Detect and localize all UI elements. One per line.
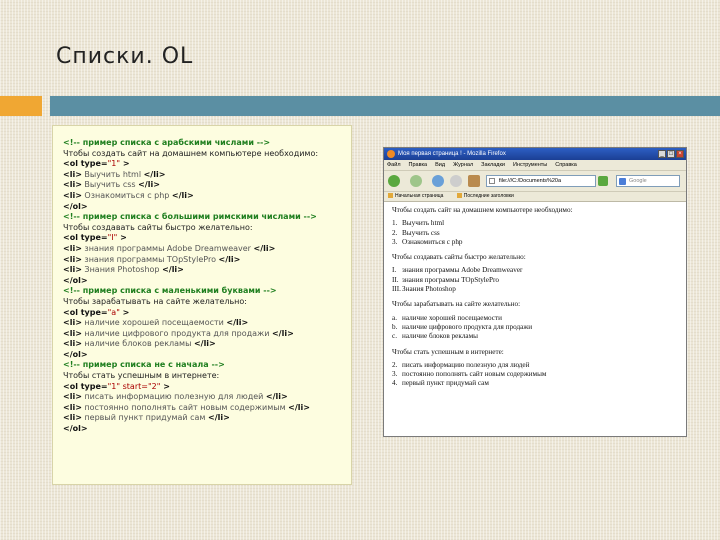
code-li-open: <li> [63,339,82,349]
bookmark-start-page[interactable]: Начальная страница [388,193,443,199]
code-line [63,392,351,403]
menu-item[interactable]: Правка [408,162,428,168]
code-li-text: Знания Photoshop [81,265,163,275]
code-li-close: </li> [271,328,294,338]
code-line [63,308,351,319]
firefox-icon [387,150,395,158]
code-line [63,255,351,266]
code-li-open: <li> [63,318,82,328]
code-li-open: <li> [63,254,82,264]
list-item-text: наличие цифрового продукта для продажи [402,322,533,331]
list-marker: a. [392,313,397,322]
code-line [63,276,351,287]
code-li-text: знания программы TOpStylePro [81,254,219,264]
code-line [63,318,351,329]
code-tag: <ol type= [63,381,108,391]
list-item-text: постоянно пополнять сайт новым содержимым [402,370,547,379]
code-line: <!-- пример списка не с начала --> [63,360,225,370]
forward-button[interactable] [410,175,422,187]
code-line [63,350,351,361]
list-item-text: писать информацию полезную для людей [402,360,530,369]
code-li-open: <li> [63,190,82,200]
ordered-list [392,361,686,389]
code-line [63,413,351,424]
code-line [63,424,351,435]
code-line [63,329,351,340]
code-line: Чтобы создавать сайты быстро желательно: [63,222,253,232]
code-li-open: <li> [63,402,82,412]
menu-item[interactable]: Закладки [481,162,505,168]
code-li-text: знания программы Adobe Dreamweaver [81,243,254,253]
list-marker: III. [392,285,401,294]
list-marker: 1. [392,219,398,228]
rss-icon [457,193,462,198]
list-marker: 4. [392,379,398,388]
list-item-text: Знания Photoshop [402,285,456,294]
list-marker: 2. [392,228,398,237]
code-li-close: </li> [193,339,216,349]
address-bar[interactable] [486,175,596,187]
code-li-open: <li> [63,180,82,190]
list-marker: b. [392,322,398,331]
code-line: Чтобы зарабатывать на сайте желательно: [63,296,247,306]
list-item-text: наличие хорошей посещаемости [402,313,502,322]
page-paragraph: Чтобы создать сайт на домашнем компьютере необходимо: [392,206,573,214]
list-marker: 3. [392,237,398,246]
list-item [392,266,686,275]
browser-title-bar [384,148,686,160]
menu-item[interactable]: Вид [435,162,446,168]
reload-button[interactable] [432,175,444,187]
code-attr-value: "1" [107,159,121,169]
bookmarks-bar [384,192,686,202]
list-item [392,276,686,285]
browser-title: Моя первая страница ! - Mozilla Firefox [398,151,506,157]
search-input[interactable] [616,175,680,187]
code-li-text: Ознакомиться с php [81,190,172,200]
close-icon[interactable]: × [676,150,684,158]
code-li-text: первый пункт придумай сам [81,413,208,423]
list-item [392,370,686,379]
bookmark-icon [388,193,393,198]
code-line [63,382,351,393]
minimize-icon[interactable]: _ [658,150,666,158]
list-marker: I. [392,266,397,275]
ordered-list [392,266,686,294]
code-li-text: наличие цифрового продукта для продажи [81,328,272,338]
back-button[interactable] [388,175,400,187]
code-tag: <ol type= [63,159,108,169]
list-item-text: Выучить html [402,219,445,228]
stop-button[interactable] [450,175,462,187]
list-marker: c. [392,332,397,341]
code-li-open: <li> [63,328,82,338]
code-line [63,403,351,414]
home-button[interactable] [468,175,480,187]
list-item-text: знания программы TOpStylePro [402,275,499,284]
code-attr-value: "1" start="2" [107,381,161,391]
code-tag: </ol> [63,424,88,434]
navigation-toolbar [384,171,686,192]
code-line [63,202,351,213]
code-li-close: </li> [208,413,230,423]
code-line [63,265,351,276]
code-li-open: <li> [63,169,82,179]
code-tag: <ol type= [63,307,108,317]
code-li-open: <li> [63,413,82,423]
list-item-text: наличие блоков рекламы [402,332,478,341]
list-item-text: первый пункт придумай сам [402,379,489,388]
code-li-open: <li> [63,392,82,402]
code-li-close: </li> [253,243,276,253]
code-li-text: Выучить html [81,169,144,179]
code-line [63,159,351,170]
page-paragraph: Чтобы создавать сайты быстро желательно: [392,253,526,262]
code-tag: </ol> [63,201,88,211]
menu-item[interactable]: Инструменты [512,162,548,168]
list-item [392,238,686,247]
ordered-list [392,219,686,247]
go-button[interactable] [598,176,608,186]
code-li-close: </li> [288,402,310,412]
code-panel [52,125,352,485]
code-li-close: </li> [162,265,184,275]
code-line: <!-- пример списка с маленькими буквами --> [63,286,277,296]
list-item [392,332,686,341]
code-li-text: наличие блоков рекламы [81,339,194,349]
code-li-text: Выучить css [81,180,139,190]
code-tag: </ol> [63,349,88,359]
code-tag: <ol type= [63,233,108,243]
code-li-close: </li> [226,318,249,328]
code-line [63,339,351,350]
code-tag: </ol> [63,275,88,285]
code-li-close: </li> [218,254,241,264]
list-item [392,314,686,323]
code-line [63,191,351,202]
accent-bar-orange [0,96,42,116]
search-placeholder: Google [629,178,647,184]
code-line: <!-- пример списка с большими римскими числами --> [63,212,317,222]
code-line: Чтобы стать успешным в интернете: [63,371,220,381]
list-item-text: Ознакомиться с php [402,237,463,246]
code-li-close: </li> [138,180,160,190]
code-li-close: </li> [143,169,166,179]
code-tag-end: > [160,381,170,391]
browser-window [383,147,687,437]
menu-item[interactable]: Справка [555,162,577,168]
code-li-open: <li> [63,265,82,275]
menu-item[interactable]: Журнал [453,162,474,168]
google-icon [619,178,626,185]
address-text: file:///C:/Documents%20a [499,178,562,184]
slide-title: Списки. OL [56,44,194,69]
list-marker: II. [392,275,399,284]
menu-item[interactable]: Файл [387,162,401,168]
list-item [392,323,686,332]
code-li-close: </li> [171,190,194,200]
accent-bar-blue [50,96,720,116]
page-paragraph: Чтобы зарабатывать на сайте желательно: [392,300,521,309]
code-li-open: <li> [63,243,82,253]
code-li-close: </li> [265,392,288,402]
list-item-text: знания программы Adobe Dreamweaver [402,266,523,275]
code-li-text: писать информацию полезную для людей [81,392,266,402]
list-marker: 3. [392,370,398,379]
code-line [63,170,351,181]
page-paragraph: Чтобы стать успешным в интернете: [392,347,504,356]
list-item [392,219,686,228]
maximize-icon[interactable]: □ [667,150,675,158]
bookmark-latest-headlines[interactable]: Последние заголовки [457,193,514,199]
page-icon [489,178,495,184]
code-attr-value: "I" [107,233,118,243]
code-li-text: наличие хорошей посещаемости [81,318,227,328]
code-li-text: постоянно пополнять сайт новым содержимым [81,402,289,412]
code-tag-end: > [120,159,130,169]
code-line [63,244,351,255]
code-line [63,180,351,191]
list-item [392,285,686,294]
list-item-text: Выучить css [402,228,440,237]
code-attr-value: "a" [107,307,120,317]
list-item [392,361,686,370]
code-line: <!-- пример списка с арабскими числами --> [63,138,271,147]
list-marker: 2. [392,360,398,369]
code-tag-end: > [117,233,127,243]
menu-bar [384,160,686,171]
list-item [392,379,686,388]
code-line: Чтобы создать сайт на домашнем компьютере необходимо: [63,148,319,158]
list-item [392,229,686,238]
code-tag-end: > [119,307,130,317]
code-line [63,233,351,244]
ordered-list [392,314,686,342]
rendered-page [384,202,686,389]
